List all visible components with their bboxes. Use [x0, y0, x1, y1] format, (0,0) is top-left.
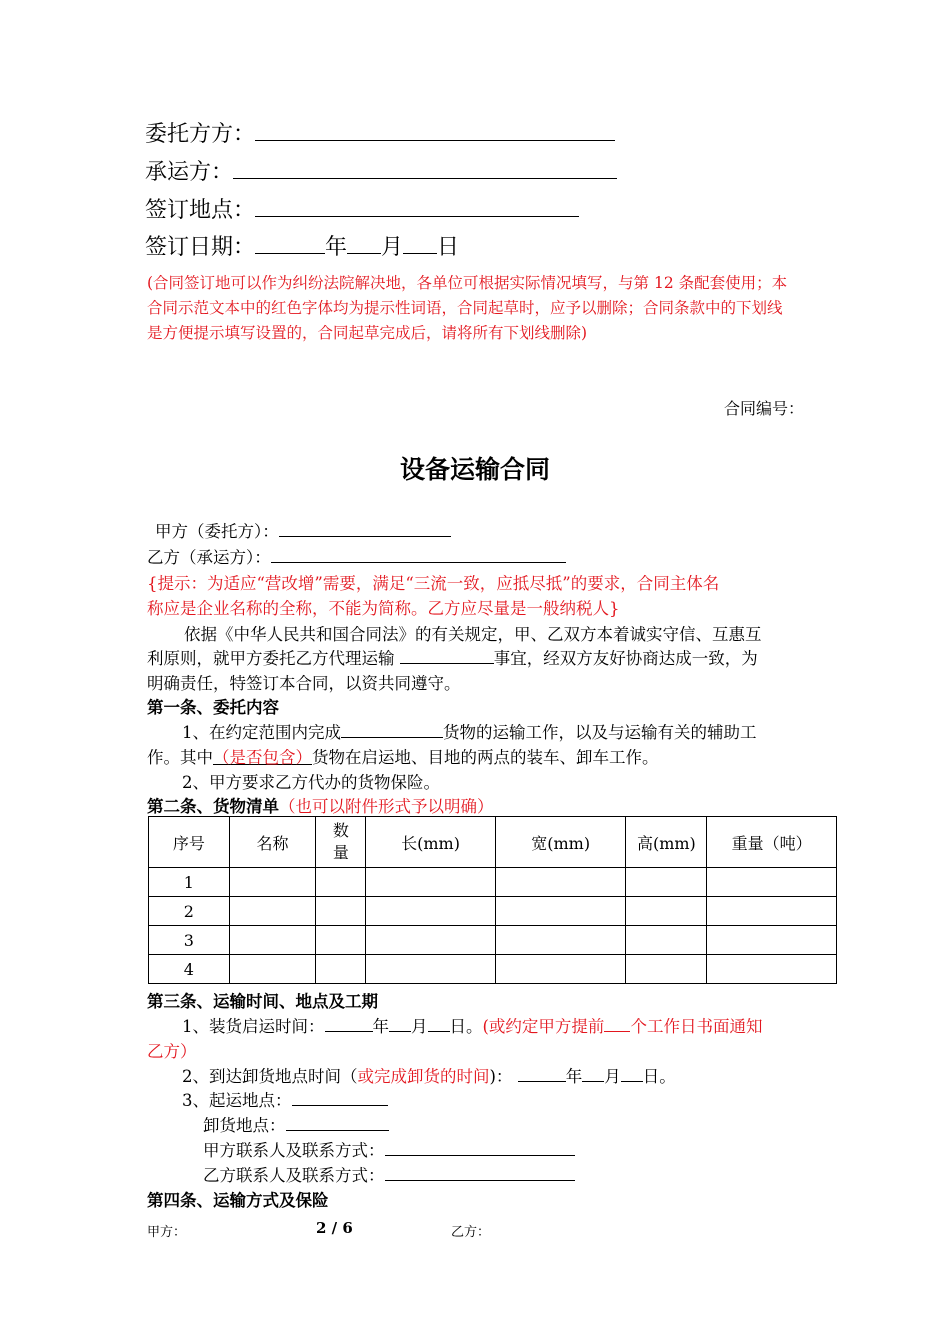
- page-current: 2: [316, 1219, 327, 1237]
- article-1-heading: 第一条、委托内容: [147, 698, 279, 717]
- page-indicator: 2 / 6: [316, 1219, 353, 1237]
- table-cell[interactable]: [366, 955, 496, 984]
- table-cell[interactable]: [626, 897, 707, 926]
- contact-a: [203, 1137, 575, 1161]
- month-label: 月: [604, 1067, 621, 1086]
- page-title: 设备运输合同: [399, 455, 550, 484]
- day-label: 日: [437, 235, 460, 260]
- table-cell[interactable]: [316, 926, 366, 955]
- day-label: 日: [642, 1067, 660, 1086]
- tip-line-1: {提示：为适应“营改增”需要，满足“三流一致，应抵尽抵”的要求，合同主体名: [147, 574, 720, 593]
- article-2-hint: （也可以附件形式予以明确）: [279, 797, 494, 816]
- intro-line-2: [147, 645, 758, 669]
- table-row: [149, 926, 837, 955]
- tip-line-2: 称应是企业名称的全称，不能为简称。乙方应尽量是一般纳税人}: [147, 599, 620, 618]
- contract-number-label: 合同编号：: [724, 399, 805, 418]
- intro-line-3: 明确责任，特签订本合同，以资共同遵守。: [147, 674, 461, 693]
- transport-item-blank[interactable]: [400, 647, 494, 664]
- month-label: 月: [411, 1017, 428, 1036]
- article-3-item-2b: )：: [489, 1067, 513, 1086]
- table-cell[interactable]: [495, 926, 626, 955]
- sign-place-blank[interactable]: [255, 198, 579, 217]
- party-a-label: 甲方（委托方）：: [155, 522, 279, 541]
- row-number: 2: [149, 897, 230, 926]
- table-cell[interactable]: [316, 897, 366, 926]
- article-1-item-1b: 货物的运输工作，以及与运输有关的辅助工: [443, 723, 757, 742]
- row-number: 1: [149, 868, 230, 897]
- client-label: 委托方方：: [145, 122, 256, 147]
- arrive-month-blank[interactable]: [582, 1065, 604, 1082]
- sign-date-label: 签订日期：: [145, 235, 256, 260]
- article-3-heading: 第三条、运输时间、地点及工期: [147, 992, 378, 1011]
- load-day-blank[interactable]: [428, 1015, 450, 1032]
- carrier-blank[interactable]: [233, 160, 617, 179]
- year-label: 年: [565, 1067, 583, 1086]
- goods-table: [148, 816, 837, 984]
- table-cell[interactable]: [316, 955, 366, 984]
- load-month-blank[interactable]: [389, 1015, 411, 1032]
- article-3-item-1a: 1、装货启运时间：: [182, 1017, 325, 1036]
- col-header: 序号: [149, 817, 230, 868]
- table-cell[interactable]: [707, 868, 837, 897]
- table-row: [149, 955, 837, 984]
- unload-time-hint: 或完成卸货的时间: [357, 1067, 490, 1086]
- intro-line-2a: 利原则，就甲方委托乙方代理运输: [147, 649, 395, 668]
- table-cell[interactable]: [229, 926, 316, 955]
- goods-blank[interactable]: [341, 721, 443, 738]
- arrive-year-blank[interactable]: [518, 1065, 566, 1082]
- unload-place: [203, 1112, 389, 1136]
- party-b-field: [147, 544, 566, 568]
- party-b-label: 乙方（承运方）：: [147, 548, 271, 567]
- table-cell[interactable]: [229, 897, 316, 926]
- year-label: 年: [372, 1017, 389, 1036]
- year-blank[interactable]: [255, 235, 325, 254]
- article-1-item-1-cont: [147, 744, 659, 768]
- footer-party-a: 甲方：: [147, 1225, 187, 1240]
- article-1-item-1d: 货物在启运地、目地的两点的装车、卸车工作。: [312, 748, 659, 767]
- table-header-row: [149, 817, 837, 868]
- col-header: 宽(mm): [495, 817, 626, 868]
- article-1-item-1c: 作。其中: [147, 748, 213, 767]
- day-label: 日: [449, 1017, 466, 1036]
- month-label: 月: [381, 235, 404, 260]
- table-cell[interactable]: [229, 868, 316, 897]
- row-number: 4: [149, 955, 230, 984]
- note-line-2: 合同示范文本中的红色字体均为提示性词语，合同起草时，应予以删除；合同条款中的下划线: [147, 299, 783, 317]
- include-hint[interactable]: （是否包含）: [213, 748, 312, 767]
- party-a-field: [155, 518, 451, 542]
- article-4-heading: 第四条、运输方式及保险: [147, 1191, 329, 1210]
- notice-hint-b: 个工作日书面通知: [630, 1017, 763, 1036]
- unload-label: 卸货地点：: [203, 1116, 286, 1135]
- unload-blank[interactable]: [286, 1114, 389, 1131]
- year-label: 年: [325, 235, 348, 260]
- intro-line-2b: 事宜，经双方友好协商达成一致，为: [493, 649, 758, 668]
- carrier-label: 承运方：: [145, 160, 234, 185]
- party-b-blank[interactable]: [271, 546, 566, 563]
- sign-date-field: [145, 230, 459, 261]
- party-a-blank[interactable]: [279, 520, 451, 537]
- table-cell[interactable]: [316, 868, 366, 897]
- col-header-text: 数量: [332, 820, 349, 862]
- col-header: 重量（吨）: [707, 817, 837, 868]
- contact-b: [203, 1162, 575, 1186]
- client-blank[interactable]: [255, 122, 615, 141]
- table-cell[interactable]: [707, 955, 837, 984]
- carrier-field: [145, 155, 617, 186]
- table-row: [149, 897, 837, 926]
- table-cell[interactable]: [495, 897, 626, 926]
- article-3-item-1: 1、装货启运时间： 年 月 日。(或约定甲方提前 个工作日书面通知: [182, 1017, 763, 1036]
- article-3-item-2a: 2、到达卸货地点时间（: [182, 1067, 358, 1086]
- notice-hint-a: (或约定甲方提前: [482, 1017, 605, 1036]
- client-field: [145, 117, 615, 148]
- table-cell[interactable]: [229, 955, 316, 984]
- page-total: 6: [342, 1219, 353, 1237]
- table-cell[interactable]: [366, 868, 496, 897]
- table-cell[interactable]: [366, 897, 496, 926]
- article-1-item-1a: 1、在约定范围内完成: [182, 723, 341, 742]
- month-blank[interactable]: [347, 235, 381, 254]
- table-cell[interactable]: [495, 868, 626, 897]
- table-cell[interactable]: [626, 955, 707, 984]
- table-cell[interactable]: [626, 868, 707, 897]
- article-3-item-3: [182, 1087, 388, 1111]
- row-number: 3: [149, 926, 230, 955]
- article-3-item-2: 2、到达卸货地点时间（或完成卸货的时间)： 年 月 日。: [182, 1067, 676, 1086]
- col-header: [316, 817, 366, 868]
- table-cell[interactable]: [495, 955, 626, 984]
- table-cell[interactable]: [707, 897, 837, 926]
- col-header: 长(mm): [366, 817, 496, 868]
- col-header: 名称: [229, 817, 316, 868]
- footer-party-b: 乙方：: [451, 1225, 491, 1240]
- contact-b-blank[interactable]: [385, 1164, 575, 1181]
- departure-label: 3、起运地点：: [182, 1091, 292, 1110]
- sign-place-label: 签订地点：: [145, 198, 256, 223]
- day-blank[interactable]: [403, 235, 437, 254]
- article-1-item-2: 2、甲方要求乙方代办的货物保险。: [182, 773, 440, 792]
- arrive-day-blank[interactable]: [621, 1065, 643, 1082]
- note-line-3: 是方便提示填写设置的，合同起草完成后，请将所有下划线删除): [147, 324, 588, 342]
- table-cell[interactable]: [626, 926, 707, 955]
- contact-a-label: 甲方联系人及联系方式：: [203, 1141, 385, 1160]
- notice-hint-c: 乙方）: [147, 1042, 197, 1061]
- col-header: 高(mm): [626, 817, 707, 868]
- contact-a-blank[interactable]: [385, 1139, 575, 1156]
- article-1-item-1: [182, 719, 757, 743]
- table-cell[interactable]: [366, 926, 496, 955]
- note-line-1: (合同签订地可以作为纠纷法院解决地，各单位可根据实际情况填写，与第 12 条配套使用；本: [147, 274, 788, 292]
- table-cell[interactable]: [707, 926, 837, 955]
- departure-blank[interactable]: [292, 1089, 388, 1106]
- article-2-heading-row: [147, 793, 494, 817]
- article-2-heading: 第二条、货物清单: [147, 797, 279, 816]
- intro-line-1: 依据《中华人民共和国合同法》的有关规定，甲、乙双方本着诚实守信、互惠互: [184, 625, 762, 644]
- notice-days-blank[interactable]: [604, 1015, 630, 1032]
- contact-b-label: 乙方联系人及联系方式：: [203, 1166, 385, 1185]
- sign-place-field: [145, 193, 579, 224]
- load-year-blank[interactable]: [325, 1015, 373, 1032]
- table-row: [149, 868, 837, 897]
